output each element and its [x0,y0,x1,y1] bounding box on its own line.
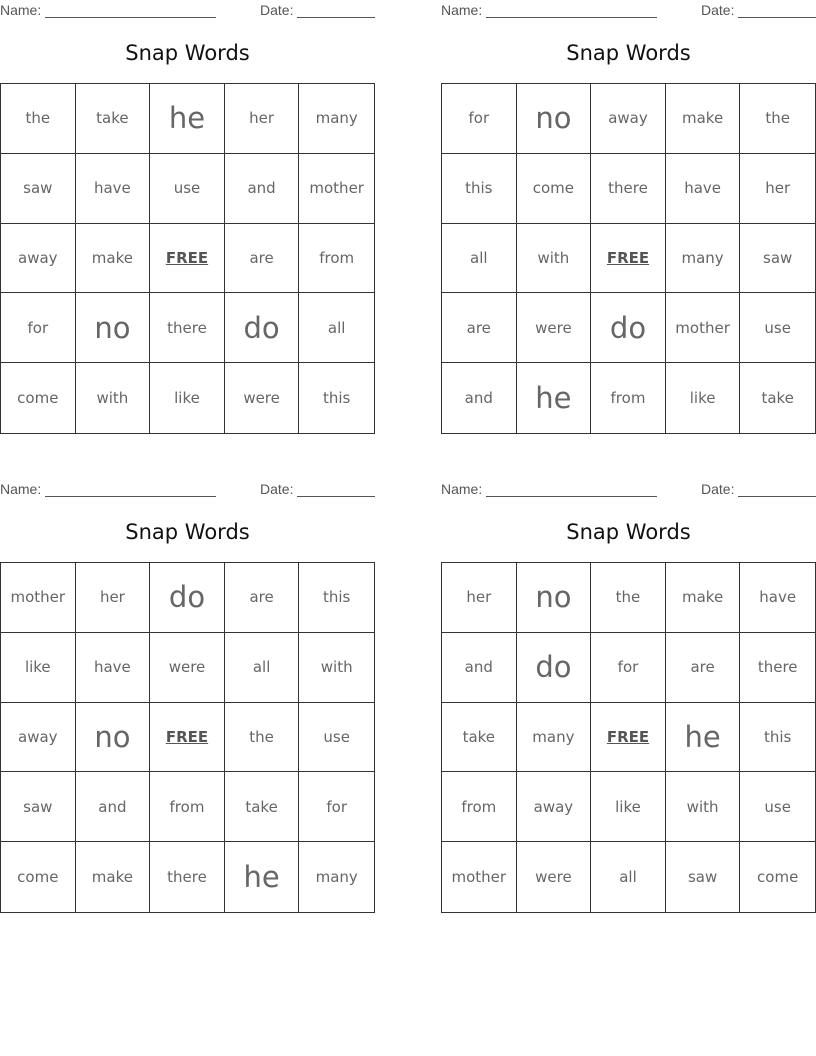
word-cell[interactable]: away [517,772,592,842]
date-field[interactable] [701,481,816,497]
card-title: Snap Words [566,41,691,65]
word-cell[interactable]: make [666,84,741,154]
name-label: Name: [441,2,483,18]
word-cell[interactable]: take [76,84,151,154]
word-cell[interactable]: many [666,224,741,294]
word-cell[interactable]: from [150,772,225,842]
word-cell[interactable]: her [740,154,815,224]
word-cell[interactable]: the [1,84,76,154]
word-cell[interactable]: and [225,154,300,224]
word-cell[interactable]: like [1,633,76,703]
word-cell[interactable]: have [76,154,151,224]
word-cell[interactable]: do [150,563,225,633]
date-blank-line[interactable] [297,5,375,18]
word-cell[interactable]: have [740,563,815,633]
word-cell[interactable]: were [150,633,225,703]
word-cell[interactable]: this [442,154,517,224]
word-cell[interactable]: her [442,563,517,633]
word-cell[interactable]: and [76,772,151,842]
word-cell[interactable]: the [225,703,300,773]
word-cell[interactable]: he [150,84,225,154]
word-cell[interactable]: he [225,842,300,912]
word-cell[interactable]: away [1,703,76,773]
word-cell[interactable]: were [225,363,300,433]
word-cell[interactable]: for [299,772,374,842]
word-cell[interactable]: many [315,868,358,887]
word-grid [0,83,375,434]
word-cell[interactable]: for [442,84,517,154]
card-title: Snap Words [125,41,250,65]
word-cell[interactable]: saw [740,224,815,294]
word-cell[interactable]: mother [666,293,741,363]
free-space-cell[interactable]: FREE [150,703,225,773]
word-cell[interactable]: with [76,363,151,433]
word-cell[interactable]: come [517,154,592,224]
date-blank-line[interactable] [738,5,816,18]
name-label: Name: [0,2,42,18]
name-blank-line[interactable] [45,484,216,497]
word-cell[interactable]: all [225,633,300,703]
word-grid [441,562,816,913]
word-cell[interactable]: mother [299,154,374,224]
word-cell[interactable]: like [150,363,225,433]
name-field[interactable] [0,2,216,18]
word-cell[interactable]: there [150,293,225,363]
word-cell[interactable]: saw [1,772,76,842]
date-blank-line[interactable] [297,484,375,497]
word-cell[interactable]: saw [1,154,76,224]
free-space-cell[interactable]: FREE [591,703,666,773]
word-cell[interactable]: come [1,363,76,433]
word-cell[interactable]: this [299,563,374,633]
date-label: Date: [701,2,735,18]
name-field[interactable] [441,481,657,497]
word-cell[interactable]: take [442,703,517,773]
word-cell[interactable]: with [299,633,374,703]
word-cell[interactable]: there [591,154,666,224]
card-header [441,479,816,499]
card-header [0,479,375,499]
word-cell[interactable]: no [76,293,151,363]
word-cell[interactable]: many [517,703,592,773]
word-cell[interactable]: mother [442,842,517,912]
word-cell[interactable]: use [740,772,815,842]
word-cell[interactable]: make [76,224,151,294]
word-cell[interactable]: no [76,703,151,773]
word-cell[interactable]: and [442,363,517,433]
word-cell[interactable]: are [442,293,517,363]
word-cell[interactable]: have [76,633,151,703]
name-field[interactable] [0,481,216,497]
word-cell[interactable]: were [517,842,592,912]
word-cell[interactable]: the [740,84,815,154]
word-cell[interactable]: do [591,293,666,363]
word-cell[interactable]: make [666,563,741,633]
word-cell[interactable]: use [299,703,374,773]
word-cell[interactable]: all [591,842,666,912]
word-cell[interactable]: away [1,224,76,294]
word-cell[interactable]: with [666,772,741,842]
word-cell[interactable]: are [225,224,300,294]
word-cell[interactable]: use [740,293,815,363]
word-cell[interactable]: have [666,154,741,224]
word-cell[interactable]: no [517,563,592,633]
name-label: Name: [0,481,42,497]
date-blank-line[interactable] [738,484,816,497]
card-header [441,0,816,20]
word-cell[interactable]: like [591,772,666,842]
word-cell[interactable]: all [299,293,374,363]
word-cell[interactable]: many [299,84,374,154]
word-cell[interactable]: saw [666,842,741,912]
name-field[interactable] [441,2,657,18]
word-cell[interactable]: do [225,293,300,363]
word-cell[interactable]: there [150,842,225,912]
word-cell[interactable]: away [591,84,666,154]
word-cell[interactable]: make [76,842,151,912]
word-grid [0,562,375,913]
word-cell[interactable]: mother [1,563,76,633]
card-header [0,0,375,20]
word-cell[interactable]: come [757,868,799,887]
word-cell[interactable]: her [225,84,300,154]
date-label: Date: [260,2,294,18]
word-cell[interactable]: the [591,563,666,633]
date-label: Date: [260,481,294,497]
word-cell[interactable]: he [666,703,741,773]
word-cell[interactable]: her [76,563,151,633]
word-cell[interactable]: were [517,293,592,363]
date-label: Date: [701,481,735,497]
word-cell[interactable]: are [666,633,741,703]
word-cell[interactable]: from [591,363,666,433]
date-field[interactable] [260,2,375,18]
word-cell[interactable]: from [442,772,517,842]
word-cell[interactable]: no [517,84,592,154]
word-cell[interactable]: there [740,633,815,703]
free-space-cell[interactable]: FREE [591,224,666,294]
word-cell[interactable]: this [740,703,815,773]
word-cell[interactable]: like [666,363,741,433]
card-title: Snap Words [125,520,250,544]
name-blank-line[interactable] [45,5,216,18]
word-cell[interactable]: this [323,389,351,408]
word-cell[interactable]: he [517,363,592,433]
word-cell[interactable]: use [150,154,225,224]
word-cell[interactable]: from [299,224,374,294]
word-cell[interactable]: come [1,842,76,912]
free-space-cell[interactable]: FREE [150,224,225,294]
word-cell[interactable]: for [591,633,666,703]
word-cell[interactable]: do [517,633,592,703]
word-cell[interactable]: take [225,772,300,842]
word-cell[interactable]: are [225,563,300,633]
word-cell[interactable]: with [517,224,592,294]
word-cell[interactable]: and [442,633,517,703]
word-cell[interactable]: take [761,389,794,408]
date-field[interactable] [260,481,375,497]
date-field[interactable] [701,2,816,18]
name-blank-line[interactable] [486,5,657,18]
word-cell[interactable]: all [442,224,517,294]
word-cell[interactable]: for [1,293,76,363]
word-grid [441,83,816,434]
card-title: Snap Words [566,520,691,544]
name-blank-line[interactable] [486,484,657,497]
name-label: Name: [441,481,483,497]
